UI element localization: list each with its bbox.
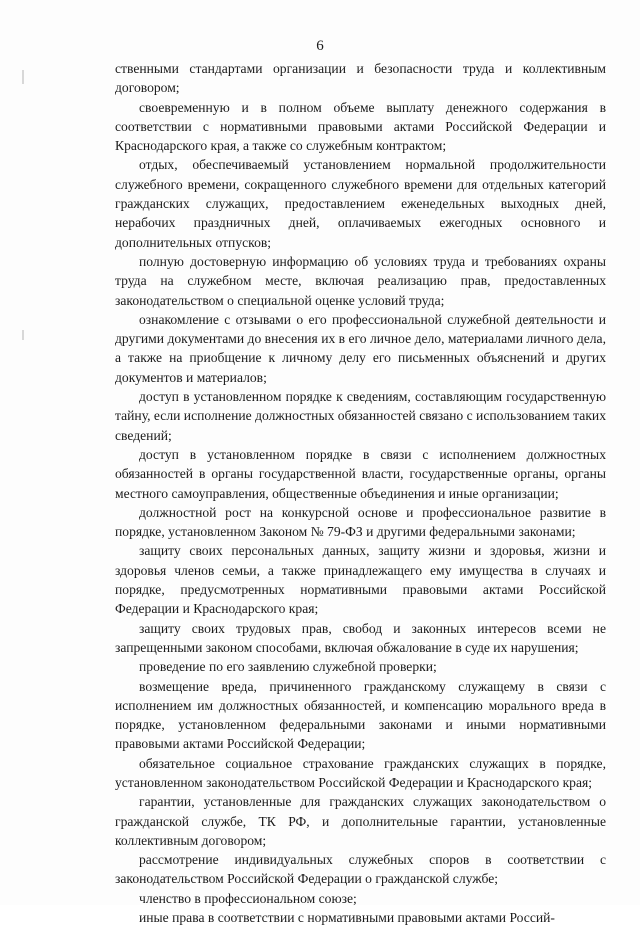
paragraph: защиту своих персональных данных, защиту жизни и здоровья, жизни и здоровья членов семьи, а также принадлежащего ему имущества в случаях и порядке, предусмотренных нормативными правовыми актами Российской Федерации и Краснодарского края;	[115, 543, 606, 617]
paragraph: полную достоверную информацию об условиях труда и требованиях охраны труда на служебном месте, включая реализацию прав, предоставленных законодательством о специальной оценке условий труда;	[115, 253, 606, 308]
scan-edge-mark	[22, 330, 24, 340]
scan-edge-mark	[22, 70, 24, 84]
paragraph: членство в профессиональном союзе;	[139, 890, 357, 906]
paragraph: обязательное социальное страхование гражданских служащих в порядке, установленном законодательством Российской Федерации и Краснодарского края;	[115, 755, 606, 790]
paragraph: защиту своих трудовых прав, свобод и законных интересов всеми не запрещенными законом способами, включая обжалование в суде их нарушения;	[115, 620, 606, 655]
paragraph: должностной рост на конкурсной основе и профессиональное развитие в порядке, установленном Законом № 79-ФЗ и другими федеральными законами;	[115, 504, 606, 540]
paragraph: отдых, обеспечиваемый установлением нормальной продолжительности служебного времени, сокращенного служебного времени для отдельных категорий гражданских служащих, предоставлением еженедельных выходных дней, нерабочих праздничных дней, оплачиваемых ежегодных основного и дополнительных отпусков;	[115, 157, 606, 250]
paragraph: иные права в соответствии с нормативными правовыми актами Россий-	[139, 910, 555, 926]
paragraph: доступ в установленном порядке к сведениям, составляющим государственную тайну, если исполнение должностных обязанностей связано с использованием таких сведений;	[115, 389, 606, 443]
paragraph: возмещение вреда, причиненного гражданскому служащему в связи с исполнением им должностных обязанностей, и компенсацию морального вреда в порядке, установленном федеральными законами и иными нормативными правовыми актами Российской Федерации;	[115, 678, 606, 752]
paragraph: ственными стандартами организации и безопасности труда и коллективным договором;	[115, 61, 606, 96]
paragraph: доступ в установленном порядке в связи с исполнением должностных обязанностей в органы государственной власти, государственные органы, органы местного самоуправления, общественные объединения и иные организации;	[115, 446, 606, 501]
paragraph: рассмотрение индивидуальных служебных споров в соответствии с законодательством Российской Федерации о гражданской службе;	[115, 852, 606, 887]
paragraph: ознакомление с отзывами о его профессиональной служебной деятельности и другими документами до внесения их в его личное дело, материалами личного дела, а также на приобщение к личному делу его письменных объяснений и других документов и материалов;	[115, 311, 606, 385]
paragraph: своевременную и в полном объеме выплату денежного содержания в соответствии с нормативными правовыми актами Российской Федерации и Краснодарского края, а также со служебным контрактом;	[115, 99, 606, 154]
paragraph: гарантии, установленные для гражданских служащих законодательством о гражданской службе, ТК РФ, и дополнительные гарантии, установленные коллективным договором;	[115, 794, 606, 848]
page-number: 6	[316, 38, 324, 54]
document-body	[115, 59, 606, 927]
paragraph: проведение по его заявлению служебной проверки;	[139, 659, 437, 675]
